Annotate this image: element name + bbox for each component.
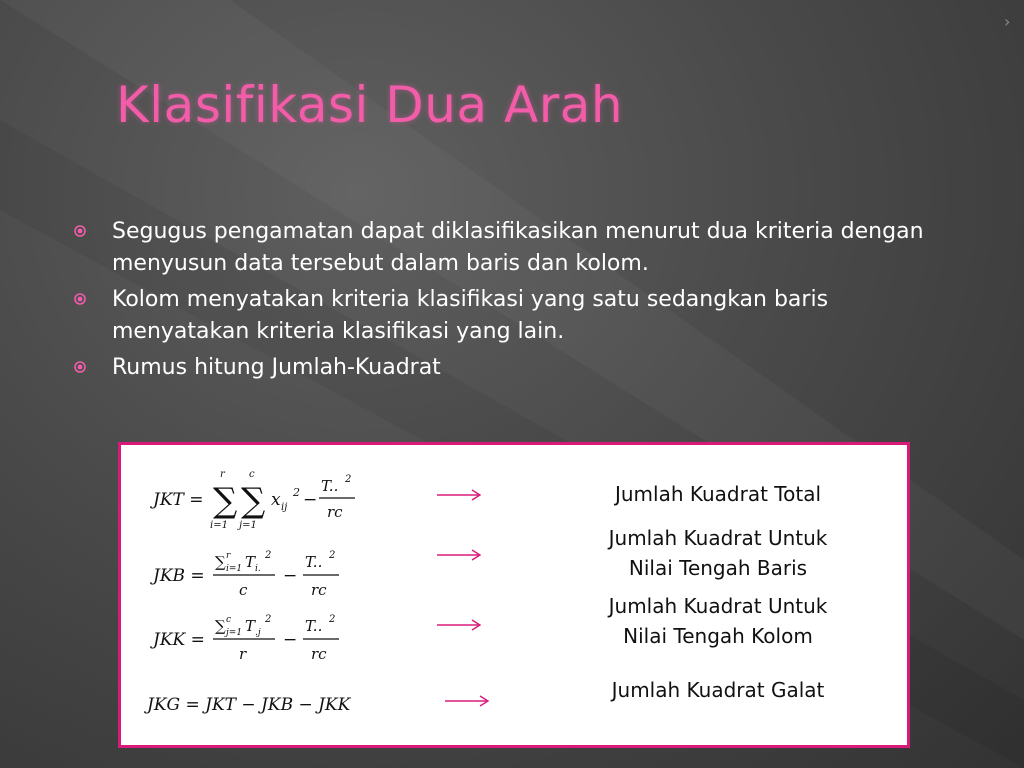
- svg-text:2: 2: [329, 614, 336, 625]
- circle-bullet-icon: [74, 293, 86, 305]
- svg-text:−: −: [283, 630, 298, 650]
- bullet-list: [68, 216, 948, 388]
- svg-text:T: T: [245, 553, 256, 571]
- svg-text:2: 2: [265, 614, 272, 625]
- svg-text:JKG = JKT − JKB − JKK: JKG = JKT − JKB − JKK: [147, 695, 351, 715]
- svg-text:c: c: [249, 469, 255, 480]
- jkg-formula: [143, 689, 403, 719]
- arrow-right-icon: [435, 547, 485, 563]
- jkt-formula: [149, 465, 389, 537]
- svg-text:∑: ∑: [241, 481, 266, 521]
- svg-text:∑: ∑: [213, 481, 238, 521]
- jkb-formula: [149, 543, 389, 603]
- arrow-right-icon: [443, 693, 493, 709]
- bullet-text: Kolom menyatakan kriteria klasifikasi yang satu sedangkan baris menyatakan kriteria klasifikasi yang lain.: [112, 287, 829, 344]
- svg-text:−: −: [303, 490, 318, 510]
- svg-text:i=1: i=1: [226, 564, 243, 574]
- svg-text:∑: ∑: [215, 553, 226, 571]
- jkk-description: Jumlah Kuadrat Untuk Nilai Tengah Kolom: [608, 594, 828, 648]
- bullet-item: [68, 284, 948, 348]
- jkk-formula: [149, 607, 389, 667]
- svg-text:ij: ij: [281, 502, 288, 513]
- arrow-right-icon: [435, 617, 485, 633]
- nav-chevron-icon: ›: [1004, 12, 1011, 31]
- svg-text:r: r: [220, 469, 225, 480]
- svg-text:T: T: [245, 617, 256, 635]
- jkg-description: Jumlah Kuadrat Galat: [611, 678, 825, 702]
- svg-text:i.: i.: [255, 564, 261, 574]
- svg-text:r: r: [226, 551, 231, 561]
- svg-text:rc: rc: [311, 645, 327, 663]
- svg-text:∑: ∑: [215, 617, 226, 635]
- svg-text:rc: rc: [327, 503, 343, 521]
- svg-text:i=1: i=1: [210, 520, 228, 531]
- slide-title: Klasifikasi Dua Arah: [116, 76, 624, 134]
- svg-text:c: c: [226, 615, 232, 625]
- svg-text:T..: T..: [305, 553, 323, 571]
- circle-bullet-icon: [74, 361, 86, 373]
- svg-text:T..: T..: [305, 617, 323, 635]
- svg-text:2: 2: [293, 486, 300, 499]
- svg-text:2: 2: [345, 474, 352, 485]
- formula-box: [118, 442, 910, 748]
- arrow-right-icon: [435, 487, 485, 503]
- svg-text:rc: rc: [311, 581, 327, 599]
- jkt-description: Jumlah Kuadrat Total: [614, 482, 822, 506]
- jkb-lhs: JKB =: [153, 566, 205, 586]
- svg-text:j=1: j=1: [239, 520, 257, 531]
- svg-text:2: 2: [329, 550, 336, 561]
- svg-text:c: c: [239, 581, 248, 599]
- bullet-item: [68, 352, 948, 384]
- svg-text:x: x: [271, 490, 281, 510]
- svg-text:j=1: j=1: [226, 628, 243, 638]
- svg-text:.j: .j: [255, 628, 261, 638]
- svg-text:−: −: [283, 566, 298, 586]
- bullet-text: Segugus pengamatan dapat diklasifikasikan menurut dua kriteria dengan menyusun data tersebut dalam baris dan kolom.: [112, 219, 924, 276]
- bullet-item: [68, 216, 948, 280]
- svg-text:r: r: [239, 645, 247, 663]
- bullet-text: Rumus hitung Jumlah-Kuadrat: [112, 355, 441, 380]
- jkt-lhs: JKT =: [153, 490, 204, 510]
- svg-text:T..: T..: [321, 477, 339, 495]
- jkk-lhs: JKK =: [153, 630, 205, 650]
- circle-bullet-icon: [74, 225, 86, 237]
- svg-text:2: 2: [265, 550, 272, 561]
- jkb-description: Jumlah Kuadrat Untuk Nilai Tengah Baris: [608, 526, 828, 580]
